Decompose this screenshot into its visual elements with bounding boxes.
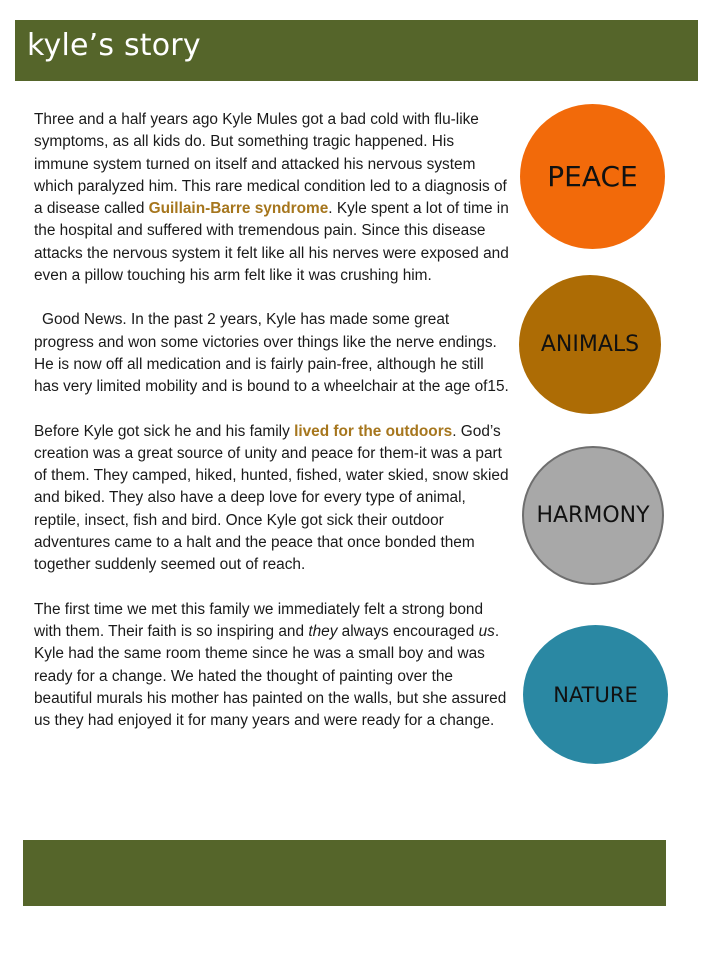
- paragraph-illness-text-2: . Kyle spent a lot of time in the hospital and suffered with tremendous pain. Since this disease attacks the nervous system it felt like all his nerves were exposed and even a pillow touching his arm felt like it was crushing him.: [34, 200, 509, 285]
- theme-label-peace: PEACE: [547, 160, 638, 193]
- paragraph-illness: [34, 109, 512, 287]
- paragraph-first-meeting: [34, 599, 512, 733]
- theme-label-nature: NATURE: [553, 682, 638, 707]
- paragraph-good-news-text: Good News. In the past 2 years, Kyle has made some great progress and won some victories over things like the nerve endings. He is now off all medication and is fairly pain-free, although he still has very limited mobility and is bound to a wheelchair at the age of15.: [34, 311, 509, 396]
- theme-circle-harmony: [522, 446, 664, 585]
- theme-circle-nature: [523, 625, 668, 764]
- theme-circle-animals: [519, 275, 661, 414]
- paragraph-good-news: [34, 309, 512, 398]
- paragraph-outdoors: [34, 421, 512, 577]
- theme-label-animals: ANIMALS: [540, 332, 640, 357]
- emphasis-us: us: [478, 622, 495, 640]
- disease-name-highlight: Guillain-Barre syndrome: [148, 200, 329, 218]
- theme-circle-peace: [520, 104, 665, 249]
- paragraph-meeting-text-2: always encouraged: [337, 622, 479, 640]
- theme-label-harmony: HARMONY: [536, 503, 650, 528]
- paragraph-illness-text-1: Three and a half years ago Kyle Mules got a bad cold with flu-like symptoms, as all kids do. But something tragic happened. His immune system turned on itself and attacked his nervous system which paralyzed him. This rare medical condition led to a diagnosis of a disease called: [34, 111, 507, 218]
- page-title: kyle’s story: [27, 28, 201, 63]
- paragraph-meeting-text-1: The first time we met this family we immediately felt a strong bond with them. Their faith is so inspiring and: [34, 600, 484, 640]
- footer-bar: [23, 840, 666, 906]
- paragraph-meeting-text-3: . Kyle had the same room theme since he was a small boy and was ready for a change. We hated the thought of painting over the beautiful murals his mother has painted on the walls, but she assured us they had enjoyed it for many years and were ready for a change.: [34, 622, 507, 730]
- emphasis-they: they: [308, 622, 338, 640]
- paragraph-outdoors-text-1: Before Kyle got sick he and his family: [34, 422, 295, 440]
- outdoors-highlight: lived for the outdoors: [294, 422, 453, 440]
- paragraph-outdoors-text-2: . God’s creation was a great source of unity and peace for them-it was a part of them. They camped, hiked, hunted, fished, water skied, snow skied and biked. They also have a deep love for every type of animal, reptile, insect, fish and bird. Once Kyle got sick their outdoor adventures came to a halt and the peace that once bonded them together suddenly seemed out of reach.: [34, 422, 509, 574]
- story-article: [34, 109, 512, 754]
- title-bar: [15, 20, 698, 81]
